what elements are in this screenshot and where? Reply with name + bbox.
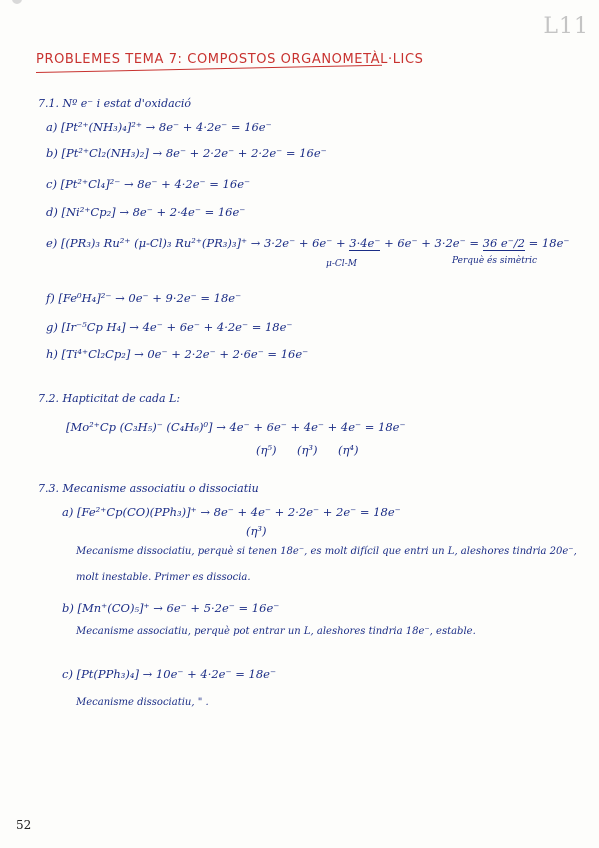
item-7-1-d: d) [Ni²⁺Cp₂] → 8e⁻ + 2·4e⁻ = 16e⁻ [46,205,246,219]
item-7-1-e-fraction: 36 e⁻/2 [482,236,525,250]
item-7-1-e-underlined: 3·4e⁻ [349,236,381,250]
section-7-2-heading: 7.2. Hapticitat de cada L: [38,392,181,405]
item-7-1-e [46,236,569,250]
item-7-3-b: b) [Mn⁺(CO)₅]⁺ → 6e⁻ + 5·2e⁻ = 16e⁻ [62,601,280,615]
item-7-1-e-note-bridge: μ-Cl-M [326,259,357,269]
item-7-3-a-hapticity: (η³) [246,524,267,538]
item-7-1-f: f) [Fe⁰H₄]²⁻ → 0e⁻ + 9·2e⁻ = 18e⁻ [46,291,242,305]
item-7-1-h: h) [Ti⁴⁺Cl₂Cp₂] → 0e⁻ + 2·2e⁻ + 2·6e⁻ = 16e⁻ [46,347,309,361]
item-7-1-e-main: e) [(PR₃)₃ Ru²⁺ (μ-Cl)₃ Ru²⁺(PR₃)₃]⁺ → 3·2e⁻ + 6e⁻ + [46,236,346,250]
page-number: 52 [16,818,32,832]
item-7-1-e-mid: + 6e⁻ + 3·2e⁻ = [384,236,479,250]
item-7-3-a-text-line1: Mecanisme dissociatiu, perquè si tenen 18e⁻, es molt difícil que entri un L, aleshores tindria 20e⁻, [76,546,577,557]
item-7-2-hapticity-3: (η⁴) [338,443,359,457]
item-7-1-a: a) [Pt²⁺(NH₃)₄]²⁺ → 8e⁻ + 4·2e⁻ = 16e⁻ [46,120,272,134]
corner-mark [12,0,22,4]
page-label: L11 [543,14,589,39]
item-7-1-g: g) [Ir⁻⁵Cp H₄] → 4e⁻ + 6e⁻ + 4·2e⁻ = 18e⁻ [46,320,293,334]
section-7-1-heading: 7.1. Nº e⁻ i estat d'oxidació [38,97,191,110]
page-title: PROBLEMES TEMA 7: COMPOSTOS ORGANOMETÀL·LICS [36,52,424,67]
item-7-1-c: c) [Pt²⁺Cl₄]²⁻ → 8e⁻ + 4·2e⁻ = 16e⁻ [46,177,251,191]
item-7-3-a-text-line2: molt inestable. Primer es dissocia. [76,572,251,583]
item-7-2-hapticity-2: (η³) [297,443,318,457]
item-7-1-e-end: = 18e⁻ [528,236,570,250]
item-7-3-c-text: Mecanisme dissociatiu, " . [76,697,209,708]
item-7-3-c: c) [Pt(PPh₃)₄] → 10e⁻ + 4·2e⁻ = 18e⁻ [62,667,277,681]
item-7-1-b: b) [Pt²⁺Cl₂(NH₃)₂] → 8e⁻ + 2·2e⁻ + 2·2e⁻ = 16e⁻ [46,146,327,160]
item-7-3-a: a) [Fe²⁺Cp(CO)(PPh₃)]⁺ → 8e⁻ + 4e⁻ + 2·2e⁻ + 2e⁻ = 18e⁻ [62,505,401,519]
item-7-1-e-note-symmetric: Perquè és simètric [452,256,538,266]
item-7-2-hapticity-1: (η⁵) [256,443,277,457]
section-7-3-heading: 7.3. Mecanisme associatiu o dissociatiu [38,482,259,495]
item-7-2-equation: [Mo²⁺Cp (C₃H₅)⁻ (C₄H₆)⁰] → 4e⁻ + 6e⁻ + 4e⁻ + 4e⁻ = 18e⁻ [66,420,406,434]
item-7-3-b-text: Mecanisme associatiu, perquè pot entrar un L, aleshores tindria 18e⁻, estable. [76,626,476,637]
